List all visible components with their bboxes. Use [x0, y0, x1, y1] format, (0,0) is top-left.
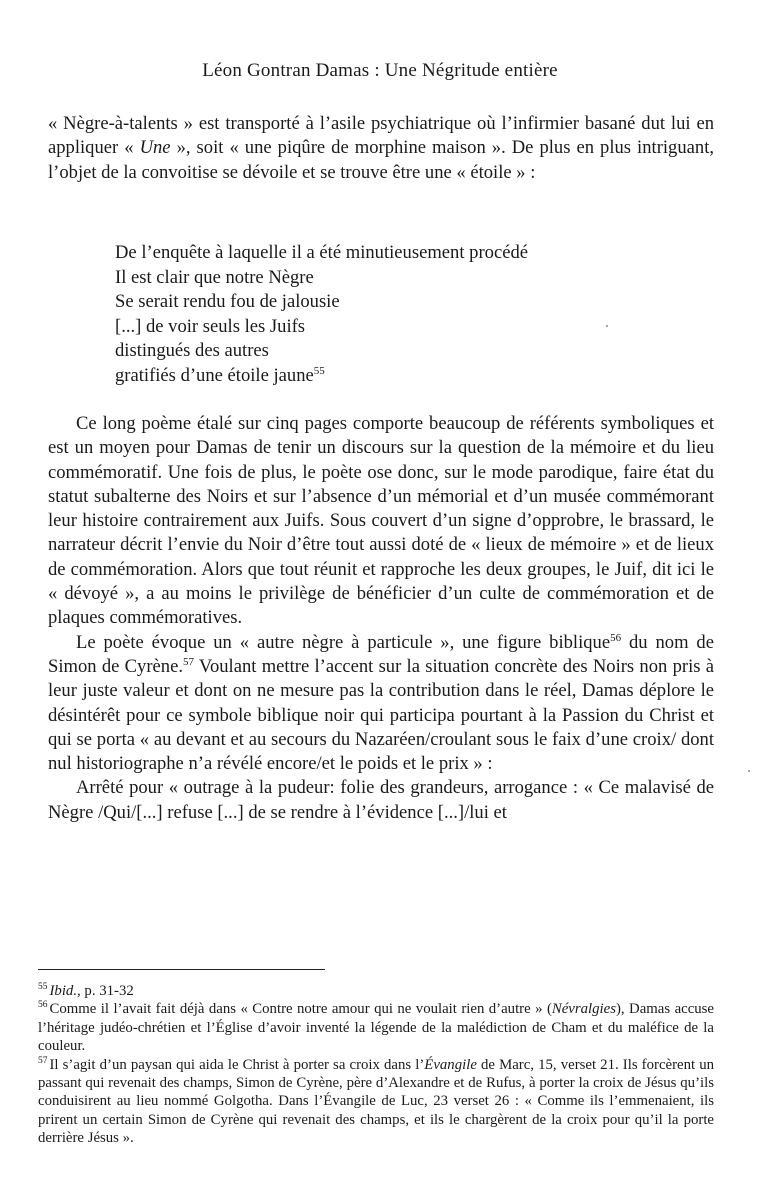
- verse-line: Se serait rendu fou de jalousie: [115, 291, 340, 312]
- verse-line: De l’enquête à laquelle il a été minutieusement procédé: [115, 242, 529, 263]
- body-continuation: [48, 412, 714, 825]
- verse-quotation: [115, 241, 528, 388]
- paragraph-4: Arrêté pour « outrage à la pudeur: folie des grandeurs, arrogance : « Ce malavisé de Nègre /Qui/[...] refuse [...] de se rendre à l’évidence [...]/lui et: [48, 777, 714, 823]
- footnote-italic: Névralgies: [551, 1001, 616, 1018]
- verse-line-last: [115, 364, 528, 389]
- footnote-italic: Évangile: [424, 1056, 477, 1073]
- footnote-italic: Ibid.,: [49, 983, 81, 999]
- footnote-reference-56: 56: [610, 631, 622, 644]
- verse-line: distingués des autres: [115, 340, 269, 361]
- footnote-text-start: Il s’agit d’un paysan qui aida le Christ à porter sa croix dans l’: [49, 1056, 425, 1073]
- footnote-text-start: Comme il l’avait fait déjà dans « Contre notre amour qui ne voulait rien d’autre » (: [49, 1001, 552, 1018]
- footnote-text-end: ), Damas accuse l’héritage judéo-chrétien et l’Église d’avoir inventé la légende de la malédiction de Cham et du maléfice de la couleur.: [38, 1001, 714, 1055]
- footnote-separator: [38, 969, 325, 970]
- footnote-56: [38, 1000, 714, 1055]
- paragraph-1-text-start: « Nègre-à-talents » est transporté à l’asile psychiatrique où l’infirmier basané dut lui en appliquer «: [48, 113, 714, 159]
- footnote-number: 57: [38, 1055, 48, 1066]
- paragraph-1: [48, 112, 714, 185]
- paragraph-3-text-start: Le poète évoque un « autre nègre à particule », une figure biblique: [76, 631, 611, 653]
- footnote-text-end: de Marc, 15, verset 21. Ils forcèrent un passant qui revenait des champs, Simon de Cyrène, père d’Alexandre et de Rufus, à porter la croix de Jésus qu’ils conduisirent au lieu nommé Golgotha. Dans l’Évangile de Luc, 23 verset 26 : « Comme ils l’emmenaient, ils prirent un certain Simon de Cyrène qui revenait des champs, et ils le chargèrent de la croix pour qu’il la porte derrière Jésus ».: [38, 1056, 714, 1147]
- footnote-number: 55: [38, 982, 48, 993]
- verse-line: Il est clair que notre Nègre: [115, 266, 314, 288]
- paragraph-3-text-middle: du nom de Simon de Cyrène.: [48, 631, 714, 677]
- paragraph-3: [48, 631, 714, 777]
- running-title: Léon Gontran Damas : Une Négritude entière: [202, 60, 558, 81]
- footnote-55: [38, 982, 714, 1000]
- paragraph-1-italic: Une: [139, 137, 171, 159]
- margin-mark: [748, 770, 750, 772]
- footnote-text: p. 31-32: [80, 983, 134, 999]
- footnotes: [38, 982, 714, 1148]
- paragraph-3-text-end: Voulant mettre l’accent sur la situation concrète des Noirs non pris à leur juste valeur et dont on ne mesure pas la contribution dans le réel, Damas déplore le désintérêt pour ce symbole biblique noir qui participa pourtant à la Passion du Christ et qui se porta « au devant et au secours du Nazaréen/croulant sous le faix d’une croix/ dont nul historiographe n’a révélé encore/et le poids et le prix » :: [48, 655, 714, 775]
- verse-line-text: gratifiés d’une étoile jaune: [115, 364, 314, 386]
- footnote-reference-57: 57: [183, 655, 194, 668]
- footnote-57: [38, 1056, 714, 1148]
- verse-line: [...] de voir seuls les Juifs: [115, 315, 306, 337]
- footnote-reference-55: 55: [313, 364, 325, 377]
- paragraph-2: Ce long poème étalé sur cinq pages comporte beaucoup de référents symboliques et est un moyen pour Damas de tenir un discours sur la question de la mémoire et du lieu commémoratif. Une fois de plus, le poète ose donc, sur le mode parodique, faire état du statut subalterne des Noirs et sur l’absence d’un mémorial et d’un musée commémorant leur histoire contrairement aux Juifs. Sous couvert d’un signe d’opprobre, le brassard, le narrateur décrit l’envie du Noir d’être tout aussi doté de « lieux de mémoire » et de lieux de commémoration. Alors que tout réunit et rapproche les deux groupes, le Juif, dit ici le « dévoyé », a au moins le privilège de bénéficier d’un culte de commémoration et de plaques commémoratives.: [48, 413, 714, 629]
- footnote-number: 56: [38, 1000, 48, 1011]
- margin-mark: [606, 325, 608, 327]
- paragraph-1-text-end: », soit « une piqûre de morphine maison ». De plus en plus intriguant, l’objet de la convoitise se dévoile et se trouve être une « étoile » :: [48, 137, 715, 183]
